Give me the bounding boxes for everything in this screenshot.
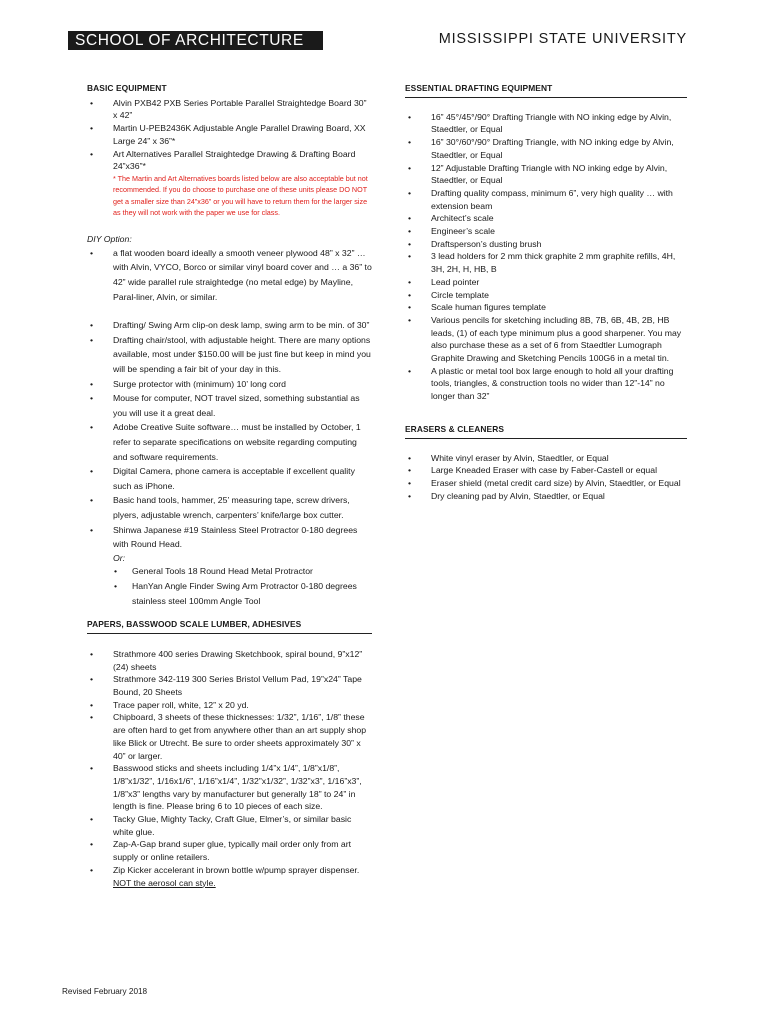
list-item: • Drafting quality compass, minimum 6”, very high quality … with extension beam: [405, 187, 687, 212]
school-banner: [68, 31, 323, 50]
list-item: • Basswood sticks and sheets including 1/4”x 1/4”, 1/8”x1/8”, 1/8”x1/32”, 1/16x1/6”, 1/16”x1/4”, 1/32”x1/32”, 1/32”x3”, 1/16”x3”, 1/8”x3” lengths vary by manufacturer but generally 18” to 24” in length is fine. Please bring 6 to 10 pieces of each size.: [87, 762, 372, 813]
list-item: • 12” Adjustable Drafting Triangle with NO inking edge by Alvin, Staedtler, or Equal: [405, 162, 687, 187]
list-item: • White vinyl eraser by Alvin, Staedtler, or Equal: [405, 452, 687, 465]
university-name: MISSISSIPPI STATE UNIVERSITY: [438, 31, 687, 47]
list-item: [87, 864, 372, 889]
diy-label: DIY Option:: [87, 234, 132, 245]
list-item: • Alvin PXB42 PXB Series Portable Parallel Straightedge Board 30” x 42”: [87, 97, 372, 122]
list-item: • Adobe Creative Suite software… must be installed by October, 1 refer to separate specifications on website regarding computing and software requirements.: [87, 420, 372, 464]
list-item: • Draftsperson’s dusting brush: [405, 238, 687, 251]
list-item: • Surge protector with (minimum) 10’ long cord: [87, 377, 372, 392]
papers-list: [87, 648, 372, 889]
erasers-list: [405, 452, 687, 503]
basic-equipment-title: BASIC EQUIPMENT: [87, 83, 167, 93]
list-item: • HanYan Angle Finder Swing Arm Protractor 0-180 degrees stainless steel 100mm Angle Tool: [111, 579, 372, 608]
list-item: • Large Kneaded Eraser with case by Faber-Castell or equal: [405, 464, 687, 477]
list-item-text: Zip Kicker accelerant in brown bottle w/pump sprayer dispenser.: [113, 864, 360, 875]
revision-date: Revised February 2018: [62, 987, 148, 996]
list-item: • Drafting/ Swing Arm clip-on desk lamp, swing arm to be min. of 30”: [87, 318, 372, 333]
list-item: • Tacky Glue, Mighty Tacky, Craft Glue, Elmer’s, or similar basic white glue.: [87, 813, 372, 838]
list-item: • Martin U-PEB2436K Adjustable Angle Parallel Drawing Board, XX Large 24” x 36”*: [87, 122, 372, 147]
list-item: • 16” 30°/60°/90° Drafting Triangle, with NO inking edge by Alvin, Staedtler, or Equal: [405, 136, 687, 161]
list-item: • Dry cleaning pad by Alvin, Staedtler, or Equal: [405, 490, 687, 503]
aerosol-warning: NOT the aerosol can style.: [113, 877, 216, 888]
right-column: [405, 82, 687, 502]
protractor-alternatives-list: [111, 564, 372, 608]
basic-equipment-list: [87, 97, 372, 173]
erasers-title: ERASERS & CLEANERS: [405, 423, 505, 434]
list-item: • Art Alternatives Parallel Straightedge Drawing & Drafting Board 24”x36”*: [87, 148, 372, 173]
list-item: • Basic hand tools, hammer, 25’ measuring tape, screw drivers, plyers, adjustable wrench, carpenters’ knife/large box cutter.: [87, 493, 372, 522]
list-item: • Scale human figures template: [405, 301, 687, 314]
list-item: • Various pencils for sketching including 8B, 7B, 6B, 4B, 2B, HB leads, (1) of each type minimum plus a good sharpener. You may also purchase these as a set of 6 from Staedtler Lumograph Graphite Drawing and Sketching Pencils 100G6 in a metal tin.: [405, 314, 687, 365]
list-item: • Digital Camera, phone camera is acceptable if excellent quality such as iPhone.: [87, 464, 372, 493]
school-name: SCHOOL OF ARCHITECTURE: [75, 32, 304, 49]
list-item: • a flat wooden board ideally a smooth veneer plywood 48” x 32” … with Alvin, VYCO, Borco or similar vinyl board cover and … a 36” to 42” wide parallel rule straightedge (no metal edge) by Mayline, Paral-liner, Alvin, or similar.: [87, 246, 372, 304]
drafting-list: [405, 111, 687, 403]
list-item: • Eraser shield (metal credit card size) by Alvin, Staedtler, or Equal: [405, 477, 687, 490]
basic-equipment-list-2: [87, 318, 372, 552]
list-item: • Architect’s scale: [405, 212, 687, 225]
list-item: • Strathmore 400 series Drawing Sketchbook, spiral bound, 9”x12” (24) sheets: [87, 648, 372, 673]
list-item: • Shinwa Japanese #19 Stainless Steel Protractor 0-180 degrees with Round Head.: [87, 523, 372, 552]
list-item: • Lead pointer: [405, 276, 687, 289]
list-item: • 3 lead holders for 2 mm thick graphite 2 mm graphite refills, 4H, 3H, 2H, H, HB, B: [405, 250, 687, 275]
list-item: • Zap-A-Gap brand super glue, typically mail order only from art supply or online retailers.: [87, 838, 372, 863]
list-item: • Trace paper roll, white, 12” x 20 yd.: [87, 699, 372, 712]
or-label: Or:: [113, 552, 126, 563]
boards-note: * The Martin and Art Alternatives boards listed below are also acceptable but not recommended. If you do choose to purchase one of these units please DO NOT get a smaller size than 24”x36” or you will have to return them for the larger size as they will not work with the paper we use for class.: [113, 173, 368, 217]
papers-title: PAPERS, BASSWOOD SCALE LUMBER, ADHESIVES: [87, 619, 302, 630]
list-item: • Circle template: [405, 289, 687, 302]
list-item: • Strathmore 342-119 300 Series Bristol Vellum Pad, 19”x24” Tape Bound, 20 Sheets: [87, 673, 372, 698]
list-item: • Drafting chair/stool, with adjustable height. There are many options available, most under $150.00 will be just fine but keep in mind you will be spending a fair bit of your day in this.: [87, 333, 372, 377]
diy-list: [87, 246, 372, 304]
list-item: • A plastic or metal tool box large enough to hold all your drafting tools, triangles, & construction tools no wider than 12”-14” no longer than 32”: [405, 365, 687, 403]
drafting-title: ESSENTIAL DRAFTING EQUIPMENT: [405, 83, 553, 93]
list-item: • 16” 45°/45°/90° Drafting Triangle with NO inking edge by Alvin, Staedtler, or Equal: [405, 111, 687, 136]
list-item: • Engineer’s scale: [405, 225, 687, 238]
left-column: [87, 82, 372, 889]
list-item: • General Tools 18 Round Head Metal Protractor: [111, 564, 372, 579]
list-item: • Mouse for computer, NOT travel sized, something substantial as you will use it a great deal.: [87, 391, 372, 420]
list-item: • Chipboard, 3 sheets of these thicknesses: 1/32”, 1/16”, 1/8” these are often hard to get from anywhere other than an art supply shop like Blick or Utrecht. Be sure to order sheets approximately 30” x 40” or larger.: [87, 711, 372, 762]
